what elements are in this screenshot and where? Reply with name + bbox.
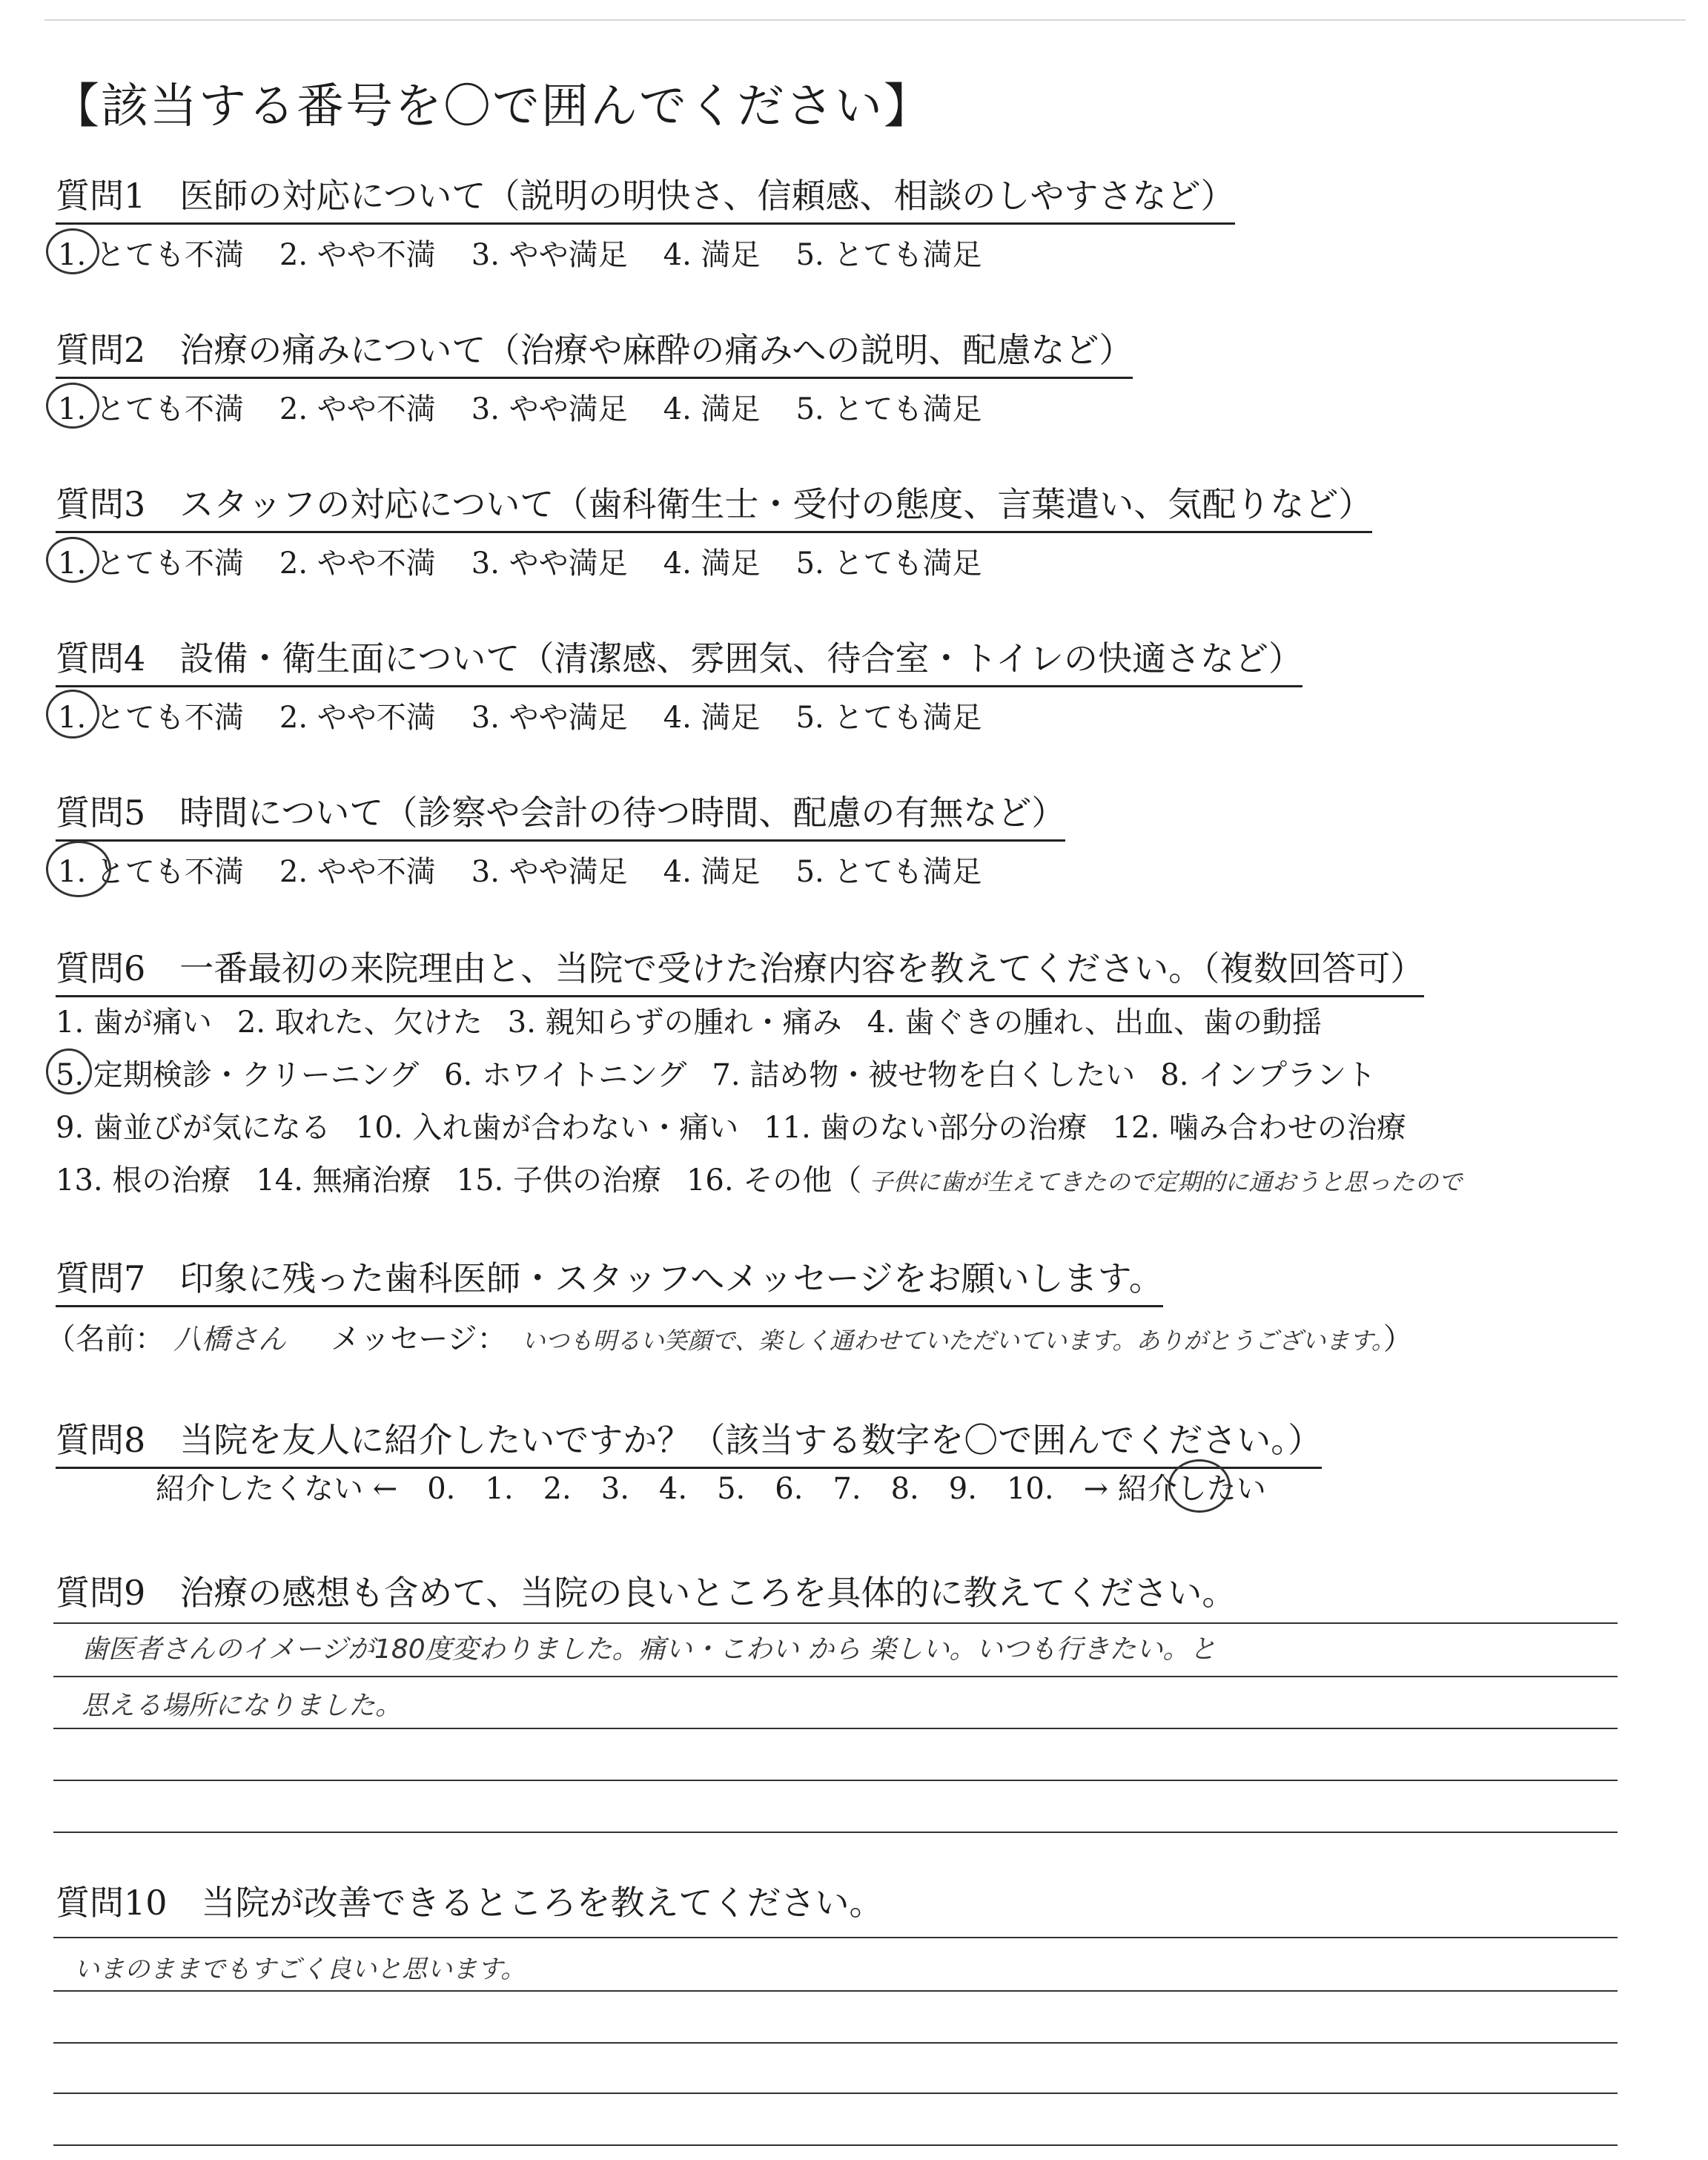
option[interactable]: 3. やや満足 [471,855,628,889]
option[interactable]: 9. 歯並びが気になる [56,1111,331,1145]
top-border [44,19,1686,21]
option[interactable]: 2. やや不満 [279,701,436,735]
option[interactable]: 3. やや満足 [471,546,628,581]
scale-option[interactable]: 10. [1006,1472,1054,1506]
answer-text[interactable]: いまのままでもすごく良いと思います。 [74,1955,526,1984]
question-8-title: 質問8 当院を友人に紹介したいですか？（該当する数字を〇で囲んでください。） [56,1413,1322,1469]
selection-circle [1168,1459,1231,1513]
option[interactable]: 3. やや満足 [471,392,628,426]
option[interactable]: 5. とても満足 [795,701,982,735]
question-1-options [58,231,1017,274]
close-paren: ） [1383,1322,1413,1356]
option[interactable]: 4. 満足 [663,546,761,581]
question-5-options [58,848,1017,891]
option[interactable]: 6. ホワイトニング [444,1058,687,1092]
option[interactable]: 4. 満足 [663,855,761,889]
options-row [56,1102,1487,1155]
option[interactable]: 16. その他（ [686,1163,862,1198]
scale-left-label: 紹介したくない ← [156,1472,398,1506]
question-2 [56,323,1133,379]
scale-option[interactable]: 5. [717,1472,746,1506]
answer-text[interactable]: 歯医者さんのイメージが180度変わりました。痛い・こわい から 楽しい。いつも行きたい。と [82,1634,1217,1665]
option[interactable]: 2. 取れた、欠けた [236,1005,483,1040]
option[interactable]: 3. やや満足 [471,238,628,272]
name-label: （名前： [46,1322,165,1356]
message-label: メッセージ： [331,1322,507,1356]
answer-line [53,2042,1618,2044]
other-answer[interactable]: 子供に歯が生えてきたので定期的に通おうと思ったので [869,1168,1463,1196]
answer-line [53,2093,1618,2094]
answer-line [53,1622,1618,1624]
options-row [56,1155,1487,1209]
option[interactable]: 12. 噛み合わせの治療 [1112,1111,1406,1145]
question-9-title: 質問9 治療の感想も含めて、当院の良いところを具体的に教えてください。 [56,1573,1237,1613]
message-value[interactable]: いつも明るい笑顔で、楽しく通わせていただいています。ありがとうございます。 [521,1327,1383,1355]
question-5 [56,786,1065,842]
option[interactable]: 4. 満足 [663,238,761,272]
question-10 [56,1876,884,1925]
answer-line [53,1937,1618,1938]
question-7-title: 質問7 印象に残った歯科医師・スタッフへメッセージをお願いします。 [56,1252,1163,1307]
option[interactable]: 1. 歯が痛い [56,1005,212,1040]
question-5-title: 質問5 時間について（診察や会計の待つ時間、配慮の有無など） [56,786,1065,842]
option[interactable]: 5. とても満足 [795,855,982,889]
recommend-scale [156,1465,1296,1507]
answer-line [53,1676,1618,1677]
question-8 [56,1413,1322,1469]
option[interactable]: 7. 詰め物・被せ物を白くしたい [712,1058,1136,1092]
option[interactable]: 2. やや不満 [279,546,436,581]
scale-option[interactable]: 2. [543,1472,572,1506]
option[interactable]: 3. やや満足 [471,701,628,735]
option[interactable]: 1. とても不満 [58,855,244,889]
question-3-options [58,540,1017,582]
scale-right-label: → 紹介したい [1083,1472,1266,1506]
selection-circle [46,690,99,739]
option[interactable]: 1. とても不満 [58,238,244,272]
option[interactable]: 2. やや不満 [279,855,436,889]
option[interactable]: 10. 入れ歯が合わない・痛い [355,1111,739,1145]
option[interactable]: 4. 満足 [663,392,761,426]
option[interactable]: 14. 無痛治療 [256,1163,431,1198]
question-3 [56,478,1372,533]
option[interactable]: 13. 根の治療 [56,1163,231,1198]
option[interactable]: 2. やや不満 [279,392,436,426]
answer-text[interactable]: 思える場所になりました。 [82,1691,403,1721]
selection-circle [46,1048,92,1094]
selection-circle [46,228,99,274]
selection-circle [46,841,111,897]
question-4-title: 質問4 設備・衛生面について（清潔感、雰囲気、待合室・トイレの快適さなど） [56,632,1302,687]
scale-option[interactable]: 7. [833,1472,861,1506]
option[interactable]: 1. とても不満 [58,392,244,426]
option[interactable]: 1. とても不満 [58,546,244,581]
question-7 [56,1252,1163,1307]
page-title: 【該当する番号を〇で囲んでください】 [52,79,933,134]
answer-line [53,1780,1618,1781]
option[interactable]: 5. 定期検診・クリーニング [56,1058,420,1092]
question-4-options [58,694,1017,736]
option[interactable]: 5. とても満足 [795,546,982,581]
question-1 [56,169,1235,225]
option[interactable]: 3. 親知らずの腫れ・痛み [507,1005,842,1040]
question-10-title: 質問10 当院が改善できるところを教えてください。 [56,1883,884,1923]
option[interactable]: 4. 満足 [663,701,761,735]
scale-option[interactable]: 4. [658,1472,688,1506]
scale-option[interactable]: 6. [775,1472,804,1506]
option[interactable]: 5. とても満足 [795,238,982,272]
selection-circle [46,537,99,583]
answer-line [53,1832,1618,1833]
question-6-title: 質問6 一番最初の来院理由と、当院で受けた治療内容を教えてください。（複数回答可） [56,942,1424,997]
question-7-message [46,1315,1413,1358]
question-9 [56,1566,1236,1615]
question-6 [56,942,1424,997]
options-row [56,1049,1487,1102]
scale-option[interactable]: 3. [600,1472,629,1506]
question-1-title: 質問1 医師の対応について（説明の明快さ、信頼感、相談のしやすさなど） [56,169,1235,225]
option[interactable]: 15. 子供の治療 [456,1163,661,1198]
option[interactable]: 5. とても満足 [795,392,982,426]
scale-option[interactable]: 9. [948,1472,977,1506]
scale-option[interactable]: 1. [485,1472,514,1506]
name-value[interactable]: 八橋さん [173,1323,287,1355]
question-2-title: 質問2 治療の痛みについて（治療や麻酔の痛みへの説明、配慮など） [56,323,1133,379]
answer-line [53,1728,1618,1729]
option[interactable]: 4. 歯ぐきの腫れ、出血、歯の動揺 [867,1005,1322,1040]
options-row [56,997,1487,1049]
option[interactable]: 2. やや不満 [279,238,436,272]
question-6-options [56,997,1487,1209]
question-2-options [58,386,1017,428]
option[interactable]: 11. 歯のない部分の治療 [764,1111,1088,1145]
selection-circle [46,383,99,429]
question-4 [56,632,1302,687]
option[interactable]: 1. とても不満 [58,701,244,735]
answer-line [53,1990,1618,1992]
scale-option[interactable]: 8. [890,1472,919,1506]
scale-option[interactable]: 0. [427,1472,456,1506]
answer-line [53,2144,1618,2146]
option[interactable]: 8. インプラント [1160,1058,1377,1092]
question-3-title: 質問3 スタッフの対応について（歯科衛生士・受付の態度、言葉遣い、気配りなど） [56,478,1372,533]
